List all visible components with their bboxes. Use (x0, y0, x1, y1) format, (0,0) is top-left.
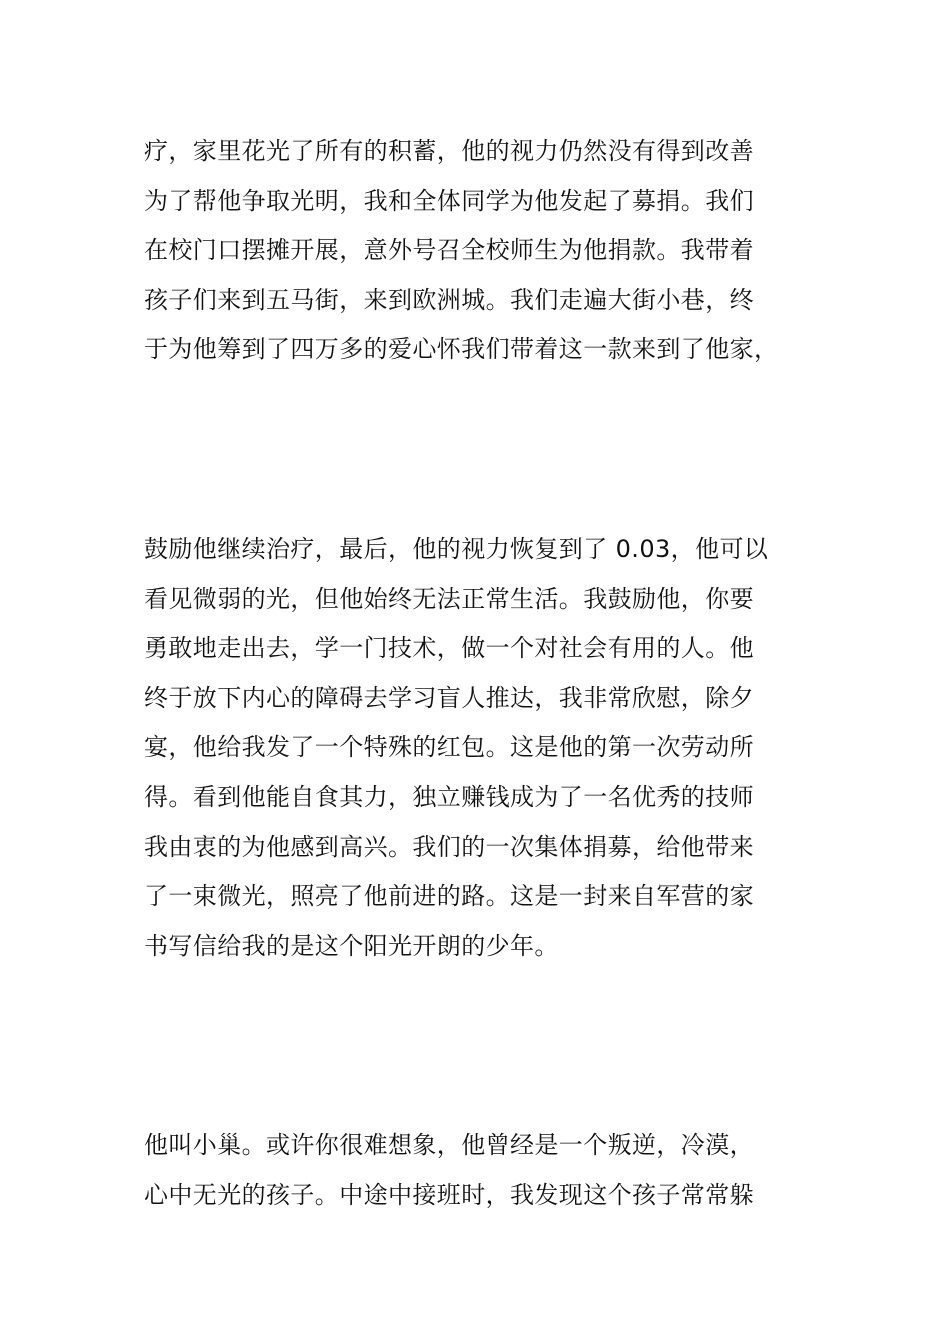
text-line: 得。看到他能自食其力，独立赚钱成为了一名优秀的技师 (144, 782, 754, 811)
text-line: 看见微弱的光，但他始终无法正常生活。我鼓励他，你要 (144, 584, 754, 613)
text-line: 心中无光的孩子。中途中接班时，我发现这个孩子常常躲 (144, 1180, 754, 1209)
paragraph (144, 525, 824, 971)
text-line: 了一束微光，照亮了他前进的路。这是一封来自军营的家 (144, 882, 754, 911)
text-line: 我由衷的为他感到高兴。我们的一次集体捐募，给他带来 (144, 832, 754, 861)
text-line: 宴，他给我发了一个特殊的红包。这是他的第一次劳动所 (144, 733, 754, 762)
text-line: 疗，家里花光了所有的积蓄，他的视力仍然没有得到改善 (144, 137, 754, 165)
text-line: 终于放下内心的障碍去学习盲人推达，我非常欣慰，除夕 (144, 683, 754, 712)
text-line: 他叫小巢。或许你很难想象，他曾经是一个叛逆，冷漠， (144, 1131, 754, 1159)
text-line: 于为他筹到了四万多的爱心怀我们带着这一款来到了他家， (144, 335, 779, 364)
text-line: 为了帮他争取光明，我和全体同学为他发起了募捐。我们 (144, 186, 754, 215)
text-line: 在校门口摆摊开展，意外号召全校师生为他捐款。我带着 (144, 236, 754, 265)
text-line: 勇敢地走出去，学一门技术，做一个对社会有用的人。他 (144, 634, 754, 663)
paragraph (144, 1121, 824, 1220)
text-line: 书写信给我的是这个阳光开朗的少年。 (144, 931, 559, 960)
text-line: 孩子们来到五马街，来到欧洲城。我们走遍大街小巷，终 (144, 285, 754, 314)
paragraph (144, 127, 824, 375)
text-line: 鼓励他继续治疗，最后，他的视力恢复到了 0.03，他可以 (144, 535, 769, 563)
